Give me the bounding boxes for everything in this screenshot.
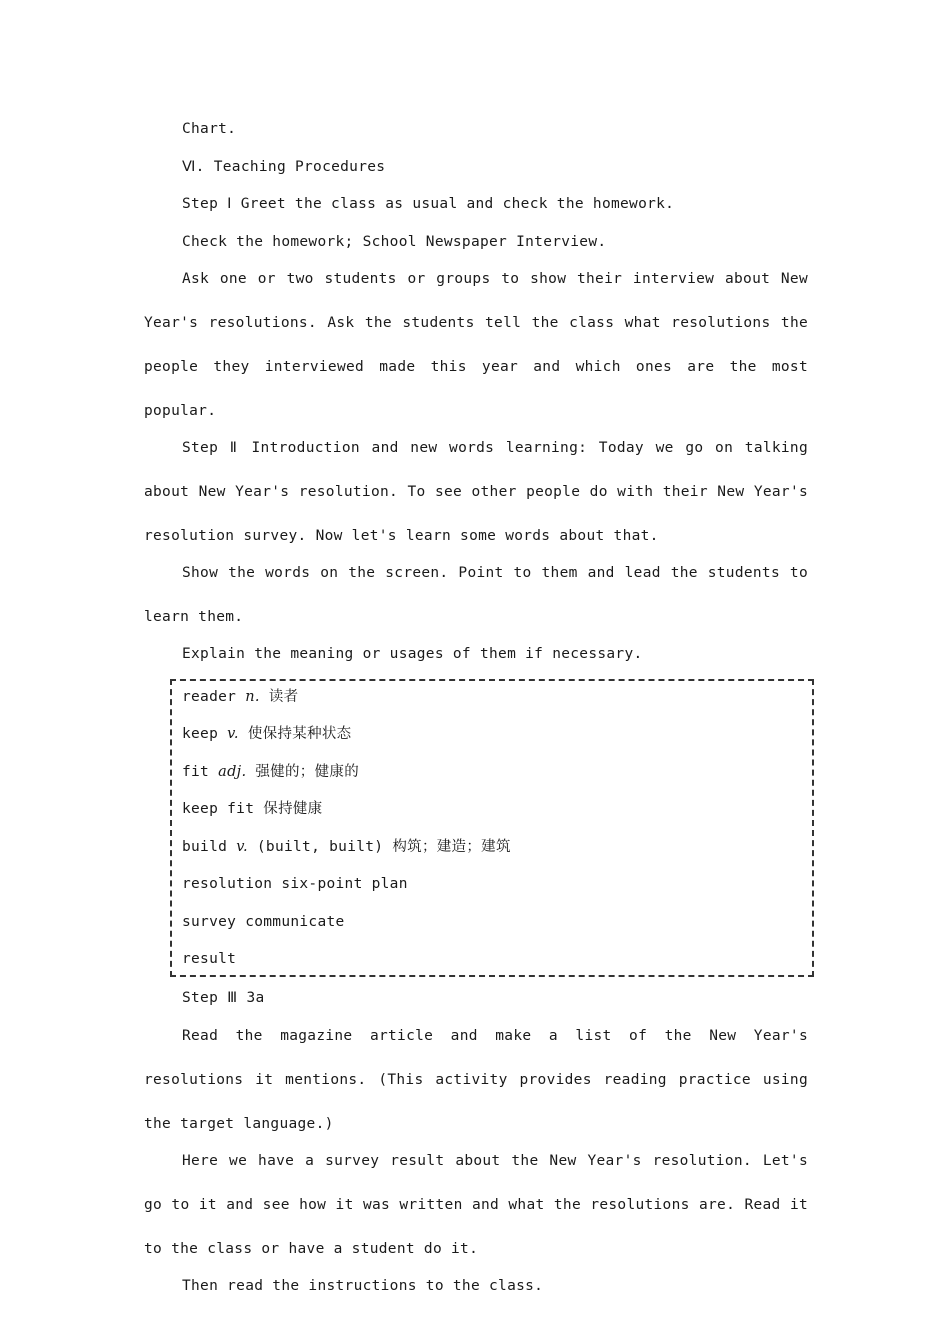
document-page (144, 118, 808, 1312)
instructions-line: Then read the instructions to the class. (182, 1277, 544, 1294)
vocab-entry-resolution: resolution six-point plan (182, 876, 408, 892)
step-2-text: Step Ⅱ Introduction and new words learning: Today we go on talking about New Year's resolution. To see other people do with their New Year's resolution survey. Now let's learn some words about that. (144, 440, 808, 544)
step-3-heading: Step Ⅲ 3a (182, 990, 265, 1006)
read-article-text: Read the magazine article and make a list of the New Year's resolutions it mentions. (This activity provides reading practice using the target language.) (144, 1027, 808, 1132)
vocab-meaning: 保持健康 (263, 801, 323, 817)
vocab-word: fit (182, 763, 210, 780)
vocab-meaning: 构筑；建造；建筑 (392, 838, 511, 855)
show-words-paragraph (144, 551, 808, 639)
vocab-entry-result: result (182, 951, 237, 967)
survey-result-text: Here we have a survey result about the New Year's resolution. Let's go to it and see how it was written and what the resolutions are. Read it to the class or have a student do it. (144, 1152, 808, 1257)
vocab-word: keep (182, 726, 219, 742)
vocab-pos: v. (236, 838, 248, 855)
ask-paragraph (144, 257, 808, 433)
vocab-entry-build (182, 835, 802, 873)
vocab-entry-keep (182, 722, 802, 760)
check-homework-line: Check the homework; School Newspaper Interview. (182, 233, 607, 250)
vocab-pos: v. (227, 726, 239, 742)
chart-line: Chart. (182, 121, 237, 137)
vocab-meaning: 强健的；健康的 (255, 763, 359, 780)
vocab-word: keep fit (182, 801, 255, 817)
vocab-entry-fit (182, 760, 802, 798)
vocabulary-box (170, 679, 814, 978)
vocab-meaning: 使保持某种状态 (247, 726, 352, 742)
step-1-heading: Step Ⅰ Greet the class as usual and check the homework. (182, 196, 675, 212)
vocab-forms: (built, built) (256, 838, 384, 855)
survey-result-paragraph (144, 1139, 808, 1271)
show-words-text: Show the words on the screen. Point to them and lead the students to learn them. (144, 565, 808, 625)
vocab-word: reader (182, 688, 237, 705)
read-article-paragraph (144, 1014, 808, 1146)
section-teaching-procedures: Ⅵ. Teaching Procedures (182, 158, 386, 175)
vocab-word: build (182, 838, 228, 855)
vocab-entry-reader (182, 685, 802, 723)
vocab-entry-keep-fit (182, 797, 802, 835)
vocab-meaning: 读者 (268, 688, 299, 705)
step-2-paragraph (144, 426, 808, 558)
ask-text: Ask one or two students or groups to show their interview about New Year's resolutions. Ask the students tell the class what resolutions the people they interviewed made this year and which ones are the most popular. (144, 271, 808, 419)
vocab-pos: n. (245, 688, 260, 705)
explain-line: Explain the meaning or usages of them if necessary. (182, 646, 643, 662)
vocab-entry-survey: survey communicate (182, 913, 345, 930)
vocab-pos: adj. (218, 763, 247, 780)
